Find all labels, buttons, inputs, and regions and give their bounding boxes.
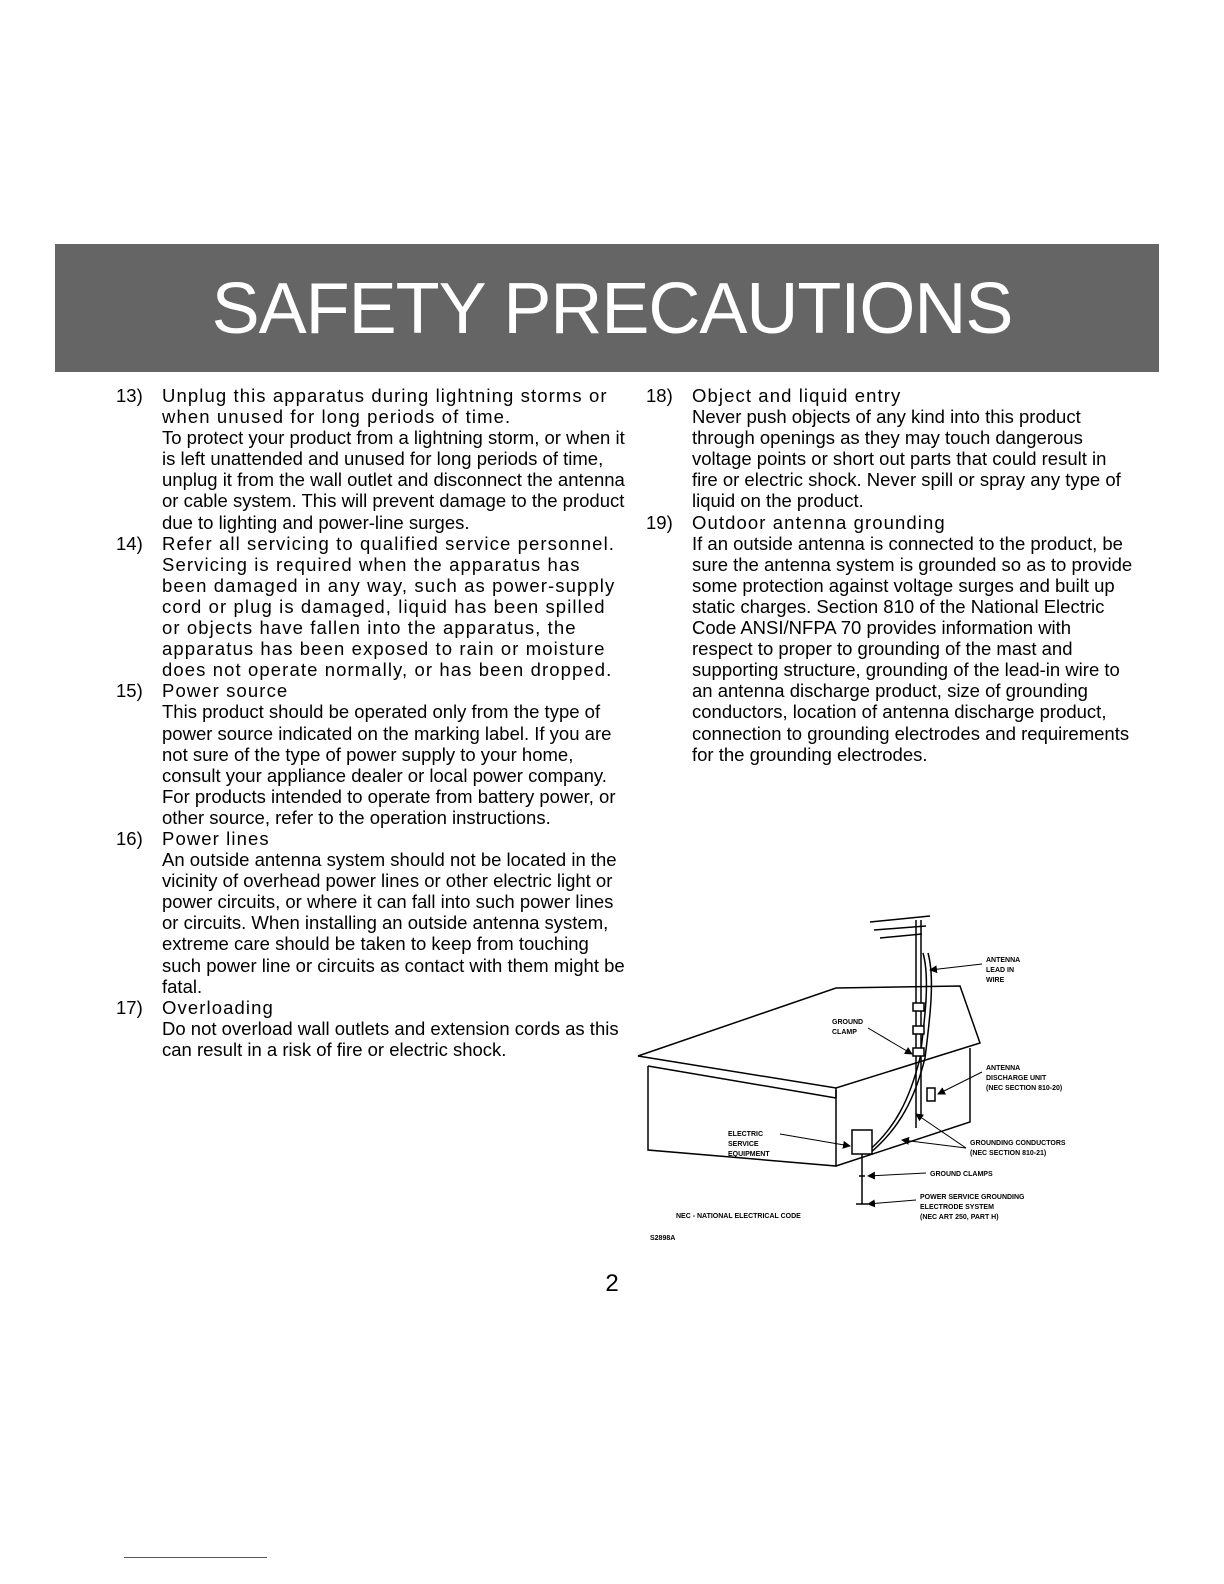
antenna-lead-in-label: ANTENNA LEAD IN WIRE (986, 957, 1020, 984)
right-column (646, 385, 1136, 765)
antenna-discharge-unit-label: ANTENNA DISCHARGE UNIT (NEC SECTION 810-20) (986, 1065, 1063, 1092)
item-heading: Power lines (162, 827, 270, 849)
precaution-item-15 (116, 680, 626, 828)
precaution-item-14 (116, 533, 626, 681)
item-heading: Outdoor antenna grounding (692, 511, 946, 533)
ground-clamps-label: GROUND CLAMPS (930, 1171, 993, 1178)
house-drawing (638, 916, 980, 1204)
item-heading: Unplug this apparatus during lightning storms or when unused for long periods of time. (162, 385, 608, 428)
antenna-grounding-svg (630, 908, 1090, 1248)
item-number: 17) (116, 996, 143, 1018)
page-title: SAFETY PRECAUTIONS (211, 269, 1013, 349)
precaution-item-13 (116, 385, 626, 533)
item-number: 14) (116, 532, 143, 554)
precaution-item-16 (116, 828, 626, 997)
precaution-item-18 (646, 385, 1136, 512)
ground-clamp-label: GROUND CLAMP (832, 1019, 864, 1036)
footer-divider (124, 1557, 267, 1558)
item-body: Do not overload wall outlets and extension cords as this can result in a risk of fire or electric shock. (162, 1017, 619, 1060)
power-service-grounding-label: POWER SERVICE GROUNDING ELECTRODE SYSTEM (NEC ART 250, PART H) (920, 1194, 1025, 1221)
item-number: 19) (646, 511, 673, 533)
item-number: 16) (116, 827, 143, 849)
left-column (116, 385, 626, 1060)
precaution-item-17 (116, 997, 626, 1060)
item-number: 15) (116, 680, 143, 702)
precaution-item-19 (646, 512, 1136, 765)
item-body: If an outside antenna is connected to the product, be sure the antenna system is grounded so as to provide some protection against voltage surges and built up static charges. Section 810 of the National Electric Code ANSI/NFPA 70 provides information with respect to proper to grounding of the mast and supporting structure, grounding of the lead-in wire to an antenna discharge product, size of grounding conductors, location of antenna discharge product, connection to grounding electrodes and requirements for the grounding electrodes. (692, 532, 1133, 765)
item-heading: Power source (162, 680, 289, 702)
figure-id-label: S2898A (650, 1235, 676, 1242)
grounding-conductors-label: GROUNDING CONDUCTORS (NEC SECTION 810-21) (970, 1140, 1066, 1157)
item-number: 18) (646, 385, 673, 406)
item-heading: Object and liquid entry (692, 385, 902, 406)
page-number: 2 (605, 1270, 619, 1297)
item-body: An outside antenna system should not be located in the vicinity of overhead power lines or other electric light or power circuits, or where it can fall into such power lines or circuits. When installing an outside antenna system, extreme care should be taken to keep from touching such power line or circuits as contact with them might be fatal. (162, 849, 625, 997)
electric-service-label: ELECTRIC SERVICE EQUIPMENT (728, 1131, 770, 1158)
item-body: This product should be operated only from the type of power source indicated on the marking label. If you are not sure of the type of power supply to your home, consult your appliance dealer or local power company. For products intended to operate from battery power, or other source, refer to the operation instructions. (162, 701, 616, 828)
item-heading: Overloading (162, 996, 274, 1018)
item-number: 13) (116, 385, 143, 406)
antenna-grounding-diagram (630, 908, 1090, 1248)
item-heading: Refer all servicing to qualified service personnel. Servicing is required when the apparatus has been damaged in any way, such as power-supply cord or plug is damaged, liquid has been spilled or objects have fallen into the apparatus, the apparatus has been exposed to rain or moisture does not operate normally, or has been dropped. (162, 532, 616, 681)
nec-note-label: NEC - NATIONAL ELECTRICAL CODE (676, 1213, 801, 1220)
item-body: Never push objects of any kind into this product through openings as they may touch dangerous voltage points or short out parts that could result in fire or electric shock. Never spill or spray any type of liquid on the product. (692, 406, 1121, 512)
item-body: To protect your product from a lightning storm, or when it is left unattended and unused for long periods of time, unplug it from the wall outlet and disconnect the antenna or cable system. This will prevent damage to the product due to lighting and power-line surges. (162, 427, 625, 533)
